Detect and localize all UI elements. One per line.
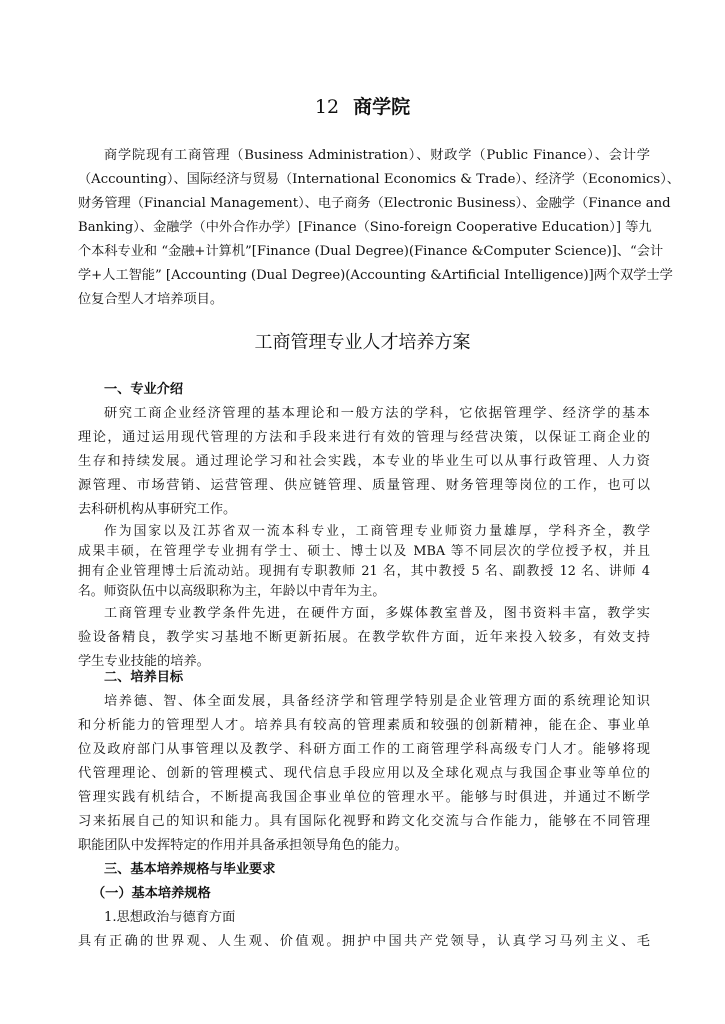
section-heading: 一、专业介绍 <box>104 382 184 397</box>
intro-line: 位复合型人才培养项目。 <box>78 292 224 307</box>
intro-line: Banking）、金融学（中外合作办学）[Finance（Sino-foreign Cooperative Education）] 等九 <box>78 220 652 235</box>
paragraph-line: 源管理、市场营销、运营管理、供应链管理、质量管理、财务管理等岗位的工作，也可以 <box>78 478 650 493</box>
paragraph-line: 职能团队中发挥特定的作用并具备承担领导角色的能力。 <box>78 838 408 853</box>
paragraph-line: 验设备精良，教学实习基地不断更新拓展。在教学软件方面，近年来投入较多，有效支持 <box>78 630 650 645</box>
document-title: 工商管理专业人才培养方案 <box>254 332 471 353</box>
intro-line: 商学院现有工商管理（Business Administration）、财政学（Public Finance）、会计学 <box>104 148 650 163</box>
paragraph-line: 培养德、智、体全面发展，具备经济学和管理学特别是企业管理方面的系统理论知识 <box>104 694 650 709</box>
intro-line: 学+人工智能” [Accounting (Dual Degree)(Accounting &Artificial Intelligence)]两个双学士学 <box>78 268 673 283</box>
section-heading: 二、培养目标 <box>104 670 184 685</box>
paragraph-line: 理论，通过运用现代管理的方法和手段来进行有效的管理与经营决策，以保证工商企业的 <box>78 430 650 445</box>
intro-line: 个本科专业和 “金融+计算机”[Finance (Dual Degree)(Finance &Computer Science)]、“会计 <box>78 244 664 259</box>
paragraph-line: 名。师资队伍中以高级职称为主，年龄以中青年为主。 <box>78 584 386 599</box>
paragraph-line: 学生专业技能的培养。 <box>78 654 210 669</box>
paragraph-line: 具有正确的世界观、人生观、价值观。拥护中国共产党领导，认真学习马列主义、毛 <box>78 934 650 949</box>
intro-line: 财务管理（Financial Management）、电子商务（Electronic Business）、金融学（Finance and <box>78 196 671 211</box>
intro-line: （Accounting）、国际经济与贸易（International Economics & Trade）、经济学（Economics）、 <box>78 172 680 187</box>
subsection-heading: （一）基本培养规格 <box>92 886 211 901</box>
paragraph-line: 位及政府部门从事管理以及教学、科研方面工作的工商管理学科高级专门人才。能够将现 <box>78 742 650 757</box>
paragraph-line: 管理实践有机结合，不断提高我国企事业单位的管理水平。能够与时俱进，并通过不断学 <box>78 790 650 805</box>
list-item: 1.思想政治与德育方面 <box>104 910 236 925</box>
paragraph-line: 代管理理论、创新的管理模式、现代信息手段应用以及全球化观点与我国企事业等单位的 <box>78 766 650 781</box>
chapter-number: 12 <box>314 96 340 118</box>
chapter-heading <box>0 92 725 119</box>
paragraph-line: 和分析能力的管理型人才。培养具有较高的管理素质和较强的创新精神，能在企、事业单 <box>78 718 650 733</box>
paragraph-line: 成果丰硕，在管理学专业拥有学士、硕士、博士以及 MBA 等不同层次的学位授予权，并且 <box>78 544 650 559</box>
paragraph-line: 工商管理专业教学条件先进，在硬件方面，多媒体教室普及，图书资料丰富，教学实 <box>104 606 650 621</box>
paragraph-line: 拥有企业管理博士后流动站。现拥有专职教师 21 名，其中教授 5 名、副教授 12 名、讲师 4 <box>78 564 650 579</box>
section-heading: 三、基本培养规格与毕业要求 <box>104 862 276 877</box>
chapter-title: 商学院 <box>353 96 411 118</box>
paragraph-line: 作为国家以及江苏省双一流本科专业，工商管理专业师资力量雄厚，学科齐全，教学 <box>104 524 650 539</box>
paragraph-line: 研究工商企业经济管理的基本理论和一般方法的学科，它依据管理学、经济学的基本 <box>104 406 650 421</box>
paragraph-line: 生存和持续发展。通过理论学习和社会实践，本专业的毕业生可以从事行政管理、人力资 <box>78 454 650 469</box>
paragraph-line: 去科研机构从事研究工作。 <box>78 502 237 517</box>
paragraph-line: 习来拓展自己的知识和能力。具有国际化视野和跨文化交流与合作能力，能够在不同管理 <box>78 814 650 829</box>
